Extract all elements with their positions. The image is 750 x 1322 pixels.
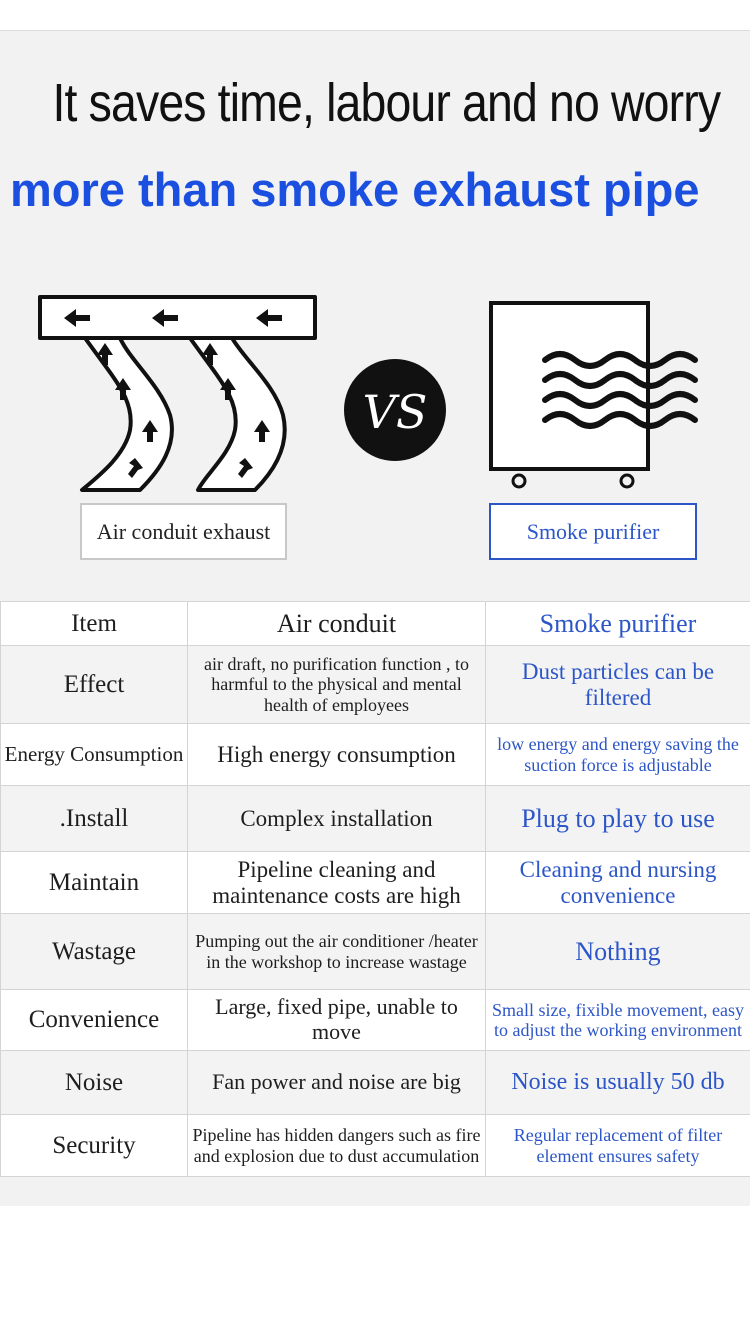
air-conduit-caption: Air conduit exhaust [80,503,287,560]
vs-label: VS [362,385,428,439]
row-smoke-purifier: Dust particles can be filtered [486,646,750,724]
comparison-table [0,601,750,1177]
row-smoke-purifier: low energy and energy saving the suction force is adjustable [486,724,750,786]
table-row [1,1051,750,1115]
table-row [1,1115,750,1177]
row-smoke-purifier: Nothing [486,914,750,990]
header-item: Item [1,602,188,646]
row-item: Energy Consumption [1,724,188,786]
row-smoke-purifier: Regular replacement of filter element ensures safety [486,1115,750,1177]
row-air-conduit: Large, fixed pipe, unable to move [188,990,486,1051]
table-row [1,914,750,990]
row-item: Convenience [1,990,188,1051]
row-air-conduit: High energy consumption [188,724,486,786]
row-smoke-purifier: Cleaning and nursing convenience [486,852,750,914]
row-item: Security [1,1115,188,1177]
row-item: .Install [1,786,188,852]
row-smoke-purifier: Plug to play to use [486,786,750,852]
vs-badge-icon [344,359,446,461]
row-smoke-purifier: Small size, fixible movement, easy to adjust the working environment [486,990,750,1051]
headline: It saves time, labour and no worry [52,73,721,133]
row-air-conduit: Pipeline cleaning and maintenance costs are high [188,852,486,914]
row-air-conduit: Complex installation [188,786,486,852]
header-air-conduit: Air conduit [188,602,486,646]
table-row [1,852,750,914]
table-row [1,646,750,724]
row-air-conduit: Pipeline has hidden dangers such as fire and explosion due to dust accumulation [188,1115,486,1177]
row-air-conduit: Pumping out the air conditioner /heater in the workshop to increase wastage [188,914,486,990]
row-air-conduit: air draft, no purification function , to harmful to the physical and mental health of employees [188,646,486,724]
table-row [1,724,750,786]
row-item: Maintain [1,852,188,914]
header-smoke-purifier: Smoke purifier [486,602,750,646]
table-row [1,786,750,852]
subheadline: more than smoke exhaust pipe [10,163,700,216]
row-item: Effect [1,646,188,724]
table-header-row [1,602,750,646]
smoke-purifier-caption: Smoke purifier [489,503,697,560]
row-item: Noise [1,1051,188,1115]
table-row [1,990,750,1051]
air-conduit-duct-icon [40,297,315,490]
row-smoke-purifier: Noise is usually 50 db [486,1051,750,1115]
row-air-conduit: Fan power and noise are big [188,1051,486,1115]
row-item: Wastage [1,914,188,990]
